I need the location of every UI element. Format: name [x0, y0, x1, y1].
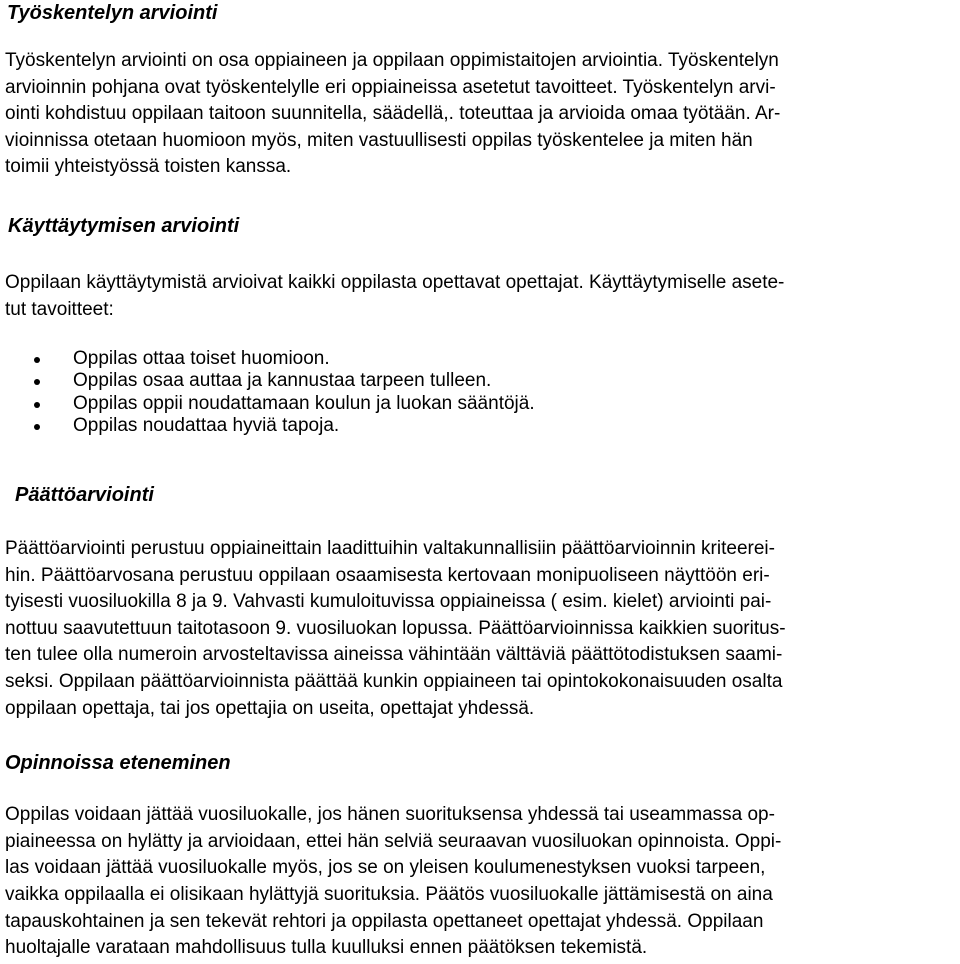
paragraph-line: tyisesti vuosiluokilla 8 ja 9. Vahvasti kumuloituvissa oppiaineissa ( esim. kielet) arviointi pai- [5, 591, 772, 613]
paragraph-line: tut tavoitteet: [5, 298, 114, 320]
paragraph-line: las voidaan jättää vuosiluokalle myös, jos se on yleisen koulumenestyksen vuoksi tarpeen, [5, 857, 766, 879]
bullet-icon [34, 379, 40, 385]
paragraph-opinnoissa-eteneminen [5, 802, 955, 962]
list-item [0, 348, 535, 370]
list-item-text: Oppilas osaa auttaa ja kannustaa tarpeen tulleen. [73, 370, 492, 392]
heading-kayttaytymisen-arviointi: Käyttäytymisen arviointi [8, 215, 240, 237]
list-item-text: Oppilas oppii noudattamaan koulun ja luokan sääntöjä. [73, 392, 535, 414]
paragraph-line: nottuu saavutettuun taitotasoon 9. vuosiluokan lopussa. Päättöarvioinnissa kaikkien suoritus- [5, 617, 786, 639]
heading-opinnoissa-eteneminen: Opinnoissa eteneminen [5, 752, 231, 774]
list-item-text: Oppilas noudattaa hyviä tapoja. [73, 414, 340, 436]
paragraph-line: huoltajalle varataan mahdollisuus tulla kuulluksi ennen päätöksen tekemistä. [5, 937, 648, 959]
paragraph-tyoskentelyn-arviointi [5, 48, 955, 181]
list-item-text: Oppilas ottaa toiset huomioon. [73, 348, 330, 369]
paragraph-line: Oppilas voidaan jättää vuosiluokalle, jos hänen suorituksensa yhdessä tai useammassa op- [5, 804, 775, 825]
paragraph-line: Työskentelyn arviointi on osa oppiaineen ja oppilaan oppimistaitojen arviointia. Työskentelyn [5, 50, 779, 71]
bullet-icon [34, 402, 40, 408]
paragraph-line: vioinnissa otetaan huomioon myös, miten vastuullisesti oppilas työskentelee ja miten hän [5, 129, 753, 151]
paragraph-line: seksi. Oppilaan päättöarvioinnista päättää kunkin oppiaineen tai opintokokonaisuuden osalta [5, 670, 783, 692]
paragraph-line: piaineessa on hylätty ja arvioidaan, ettei hän selviä seuraavan vuosiluokan opinnoista. Oppi- [5, 830, 782, 852]
paragraph-line: vaikka oppilaalla ei olisikaan hylättyjä suorituksia. Päätös vuosiluokalle jättämisestä on aina [5, 884, 773, 906]
paragraph-line: Oppilaan käyttäytymistä arvioivat kaikki oppilasta opettavat opettajat. Käyttäytymiselle asete- [5, 272, 785, 293]
paragraph-paattoarviointi [5, 536, 955, 722]
paragraph-kayttaytymisen-arviointi [5, 270, 955, 323]
bullet-icon [34, 424, 40, 430]
list-item [0, 370, 535, 392]
paragraph-line: Päättöarviointi perustuu oppiaineittain laadittuihin valtakunnallisiin päättöarvioinnin kriteerei- [5, 538, 775, 559]
bullet-icon [34, 357, 40, 363]
heading-paattoarviointi: Päättöarviointi [15, 484, 154, 506]
list-item [0, 415, 535, 437]
paragraph-line: toimii yhteistyössä toisten kanssa. [5, 156, 292, 178]
behavior-goals-list [0, 348, 535, 437]
paragraph-line: oppilaan opettaja, tai jos opettajia on useita, opettajat yhdessä. [5, 697, 535, 719]
paragraph-line: tapauskohtainen ja sen tekevät rehtori ja oppilasta opettaneet opettajat yhdessä. Oppilaan [5, 910, 764, 932]
paragraph-line: ten tulee olla numeroin arvosteltavissa aineissa vähintään välttäviä päättötodistuksen saami- [5, 644, 783, 666]
paragraph-line: ointi kohdistuu oppilaan taitoon suunnitella, säädellä,. toteuttaa ja arvioida omaa työtään. Ar- [5, 103, 781, 125]
paragraph-line: arvioinnin pohjana ovat työskentelylle eri oppiaineissa asetetut tavoitteet. Työskentelyn arvi- [5, 76, 776, 98]
list-item [0, 393, 535, 415]
heading-tyoskentelyn-arviointi: Työskentelyn arviointi [7, 2, 218, 24]
paragraph-line: hin. Päättöarvosana perustuu oppilaan osaamisesta kertovaan monipuoliseen näyttöön eri- [5, 564, 770, 586]
